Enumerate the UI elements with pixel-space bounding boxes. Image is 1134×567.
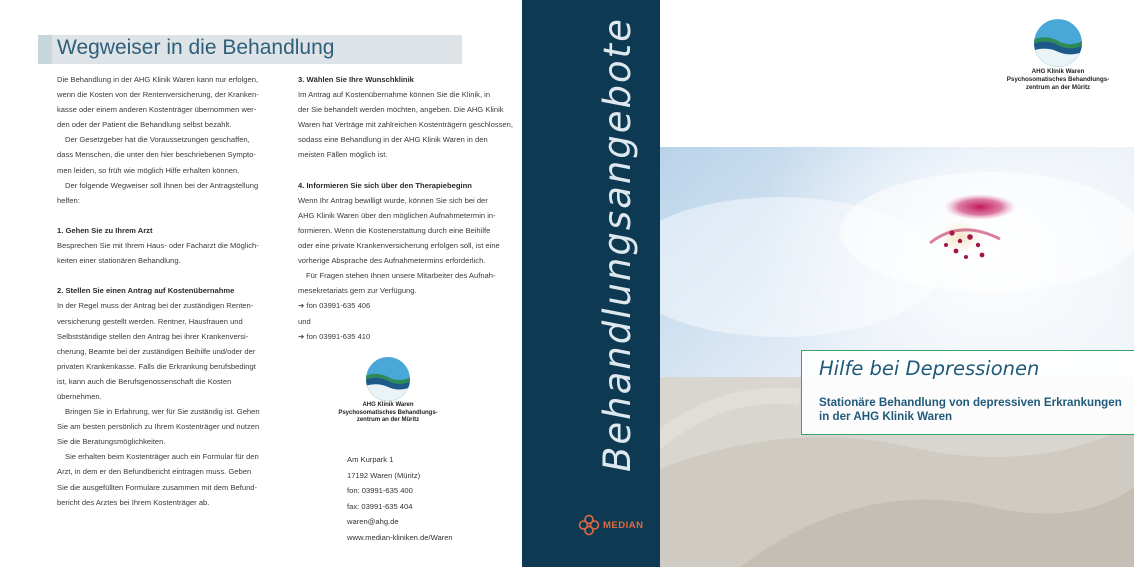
intro-line: helfen:	[57, 195, 80, 205]
step-3-line: Im Antrag auf Kostenübernahme können Sie die Klinik, in	[298, 90, 491, 100]
spine-panel	[522, 0, 660, 567]
step-4-line: vorherige Absprache des Aufnahmetermins erforderlich.	[298, 256, 486, 266]
step-4-line: formieren. Wenn die Kostenerstattung durch eine Beihilfe	[298, 225, 491, 235]
logo-line: AHG Klinik Waren	[362, 402, 414, 408]
median-flower-icon	[578, 514, 600, 536]
intro-line: men leiden, so früh wie möglich Hilfe erhalten können.	[57, 165, 240, 175]
phone-line: ➔ fon 03991-635 406	[298, 301, 371, 311]
website-line: www.median-kliniken.de/Waren	[347, 532, 453, 542]
subtitle-line: Stationäre Behandlung von depressiven Erkrankungen	[819, 396, 1122, 409]
text-column-1	[57, 72, 272, 510]
clinic-logo-small	[335, 356, 441, 425]
step-2-line: privaten Krankenkasse. Falls die Erkrankung berufsbedingt	[57, 361, 256, 371]
email-line: waren@ahg.de	[347, 517, 399, 527]
step-4-line: mesekretariats gern zur Verfügung.	[298, 286, 417, 296]
step-2-line: Sie erhalten beim Kostenträger auch ein Formular für den	[65, 452, 259, 462]
step-2-line: übernehmen.	[57, 391, 102, 401]
step-2-line: Bringen Sie in Erfahrung, wer für Sie zuständig ist. Gehen	[65, 407, 260, 417]
intro-line: den oder der Patient die Behandlung selbst bezahlt.	[57, 120, 232, 130]
intro-line: Die Behandlung in der AHG Klinik Waren kann nur erfolgen,	[57, 75, 259, 84]
logo-line: Psychosomatisches Behandlungs-	[1006, 75, 1110, 83]
step-4-line: oder eine private Krankenversicherung erfolgen soll, ist eine	[298, 241, 500, 251]
spine-title: Behandlungsangebote	[596, 17, 639, 472]
text-column-2	[298, 72, 513, 344]
step-1-line: Besprechen Sie mit Ihrem Haus- oder Facharzt die Möglich-	[57, 241, 259, 251]
and-line: und	[298, 316, 311, 326]
intro-line: Der folgende Wegweiser soll Ihnen bei der Antragstellung	[65, 180, 259, 190]
step-2-line: ist, kann auch die Berufsgenossenschaft die Kosten	[57, 376, 232, 386]
step-4-line: AHG Klinik Waren über den möglichen Aufnahmetermin in-	[298, 210, 496, 220]
title-box	[801, 350, 1134, 435]
address-block	[347, 452, 453, 546]
address-line: fax: 03991-635 404	[347, 501, 413, 511]
logo-line: Psychosomatisches Behandlungs-	[338, 409, 438, 416]
address-line: fon: 03991-635 400	[347, 486, 413, 496]
step-4-title: 4. Informieren Sie sich über den Therapiebeginn	[298, 180, 472, 190]
step-2-line: Sie die ausgefüllten Formulare zusammen mit dem Befund-	[57, 482, 258, 492]
step-2-line: bericht des Arztes bei Ihrem Kostenträger ab.	[57, 497, 210, 507]
logo-line: zentrum an der Müritz	[356, 417, 420, 424]
step-1-title: 1. Gehen Sie zu Ihrem Arzt	[57, 225, 153, 235]
intro-line: dass Menschen, die unter den hier beschriebenen Sympto-	[57, 150, 256, 160]
intro-line: Der Gesetzgeber hat die Voraussetzungen geschaffen,	[65, 135, 250, 145]
median-brand	[578, 514, 643, 536]
step-2-line: versicherung gestellt werden. Rentner, Hausfrauen und	[57, 316, 243, 326]
cover-title: Hilfe bei Depressionen	[819, 357, 1040, 380]
step-3-line: meisten Fällen möglich ist.	[298, 150, 388, 160]
intro-line: wenn die Kosten von der Rentenversicherung, der Kranken-	[57, 90, 259, 100]
step-4-line: Wenn Ihr Antrag bewilligt wurde, können Sie sich bei der	[298, 195, 488, 205]
median-label: MEDIAN	[603, 519, 644, 531]
subtitle-line: in der AHG Klinik Waren	[819, 409, 953, 423]
step-1-line: keiten einer stationären Behandlung.	[57, 256, 181, 266]
step-2-line: Selbstständige stellen den Antrag bei ihrer Krankenversi-	[57, 331, 249, 341]
address-line: Am Kurpark 1	[347, 455, 394, 464]
cover-subtitle	[819, 396, 1122, 423]
heading-accent	[38, 35, 52, 64]
address-line: 17192 Waren (Müritz)	[347, 470, 421, 480]
clinic-logo-large	[1002, 18, 1114, 91]
logo-line: AHG Klinik Waren	[1031, 68, 1085, 75]
step-2-line: In der Regel muss der Antrag bei der zuständigen Renten-	[57, 301, 254, 311]
step-4-line: Für Fragen stehen Ihnen unsere Mitarbeiter des Aufnah-	[306, 271, 496, 281]
step-2-line: Arzt, in dem er den Befundbericht eintragen muss. Geben	[57, 467, 252, 477]
step-3-line: Waren hat Verträge mit zahlreichen Kostenträgern geschlossen,	[298, 120, 513, 130]
step-2-line: Sie am besten persönlich zu Ihrem Kostenträger und nutzen	[57, 422, 260, 432]
logo-line: zentrum an der Müritz	[1025, 83, 1091, 91]
clinic-logo-icon	[1033, 18, 1083, 68]
clinic-logo-icon	[365, 356, 411, 402]
step-3-title: 3. Wählen Sie Ihre Wunschklinik	[298, 75, 414, 84]
step-3-line: der Sie behandelt werden möchten, angeben. Die AHG Klinik	[298, 105, 504, 115]
step-2-line: cherung, Beamte bei der zuständigen Beihilfe und/oder der	[57, 346, 256, 356]
intro-line: kasse oder einem anderen Kostenträger übernommen wer-	[57, 105, 257, 115]
step-2-title: 2. Stellen Sie einen Antrag auf Kostenübernahme	[57, 286, 235, 296]
page-heading: Wegweiser in die Behandlung	[57, 36, 335, 59]
phone-line: ➔ fon 03991-635 410	[298, 331, 371, 341]
step-2-line: Sie die Beratungsmöglichkeiten.	[57, 437, 166, 447]
step-3-line: sodass eine Behandlung in der AHG Klinik Waren in den	[298, 135, 488, 145]
